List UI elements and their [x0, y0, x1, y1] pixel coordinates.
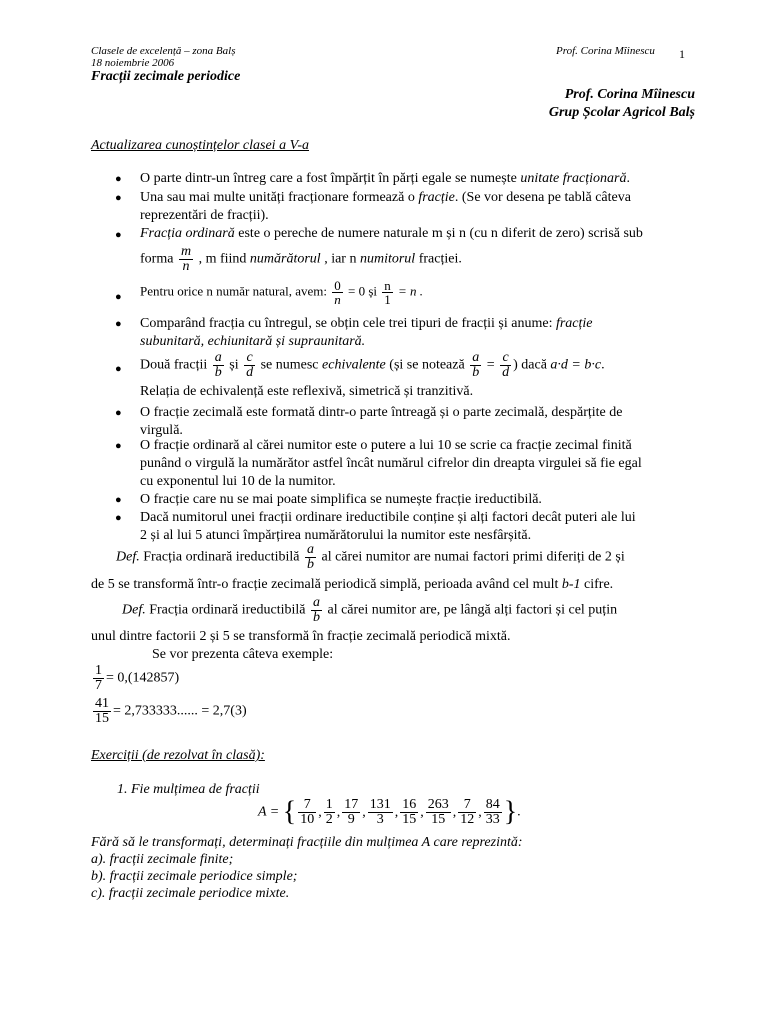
- bullet-icon: ●: [115, 291, 122, 303]
- definition-simple-periodic: Def. Fracția ordinară ireductibilă $\frac{a}{b}$ al cărei numitor are numai factori primi diferiți de 2 și: [116, 542, 625, 572]
- bullet-irreducible: O fracție care nu se mai poate simplifica se numește fracție ireductibilă.: [140, 492, 542, 507]
- fraction-m-over-n: $\frac{m}{n}$: [180, 244, 192, 274]
- bullet-fraction: Una sau mai multe unități fracționare formează o fracție. (Se vor desena pe tablă câteva reprezentări de fracții).: [140, 190, 631, 223]
- set-fraction: [324, 798, 335, 827]
- set-fraction: [342, 798, 360, 827]
- bullet-icon: ●: [115, 512, 122, 524]
- set-separator: ,: [478, 804, 482, 820]
- bullet-icon: ●: [115, 192, 122, 204]
- bullet-icon: ●: [115, 407, 122, 419]
- author-school: Grup Școlar Agricol Balș: [548, 105, 695, 120]
- header-date: 18 noiembrie 2006: [91, 57, 175, 69]
- set-separator: ,: [318, 804, 322, 820]
- bullet-icon: ●: [115, 173, 122, 185]
- header-course: Clasele de excelență – zona Balș: [91, 45, 236, 57]
- bullet-natural-numbers: Pentru orice n număr natural, avem: $\frac{0}{n}$ = 0 și $\frac{n}{1}$ = n .: [140, 278, 424, 307]
- fraction-numerator: 1: [325, 797, 333, 812]
- fraction-numerator: 17: [344, 797, 359, 812]
- set-fraction: [298, 798, 316, 827]
- set-separator: ,: [420, 804, 424, 820]
- exercise-item-a: a). fracții zecimale finite;: [91, 852, 234, 867]
- section-heading: Actualizarea cunoștințelor clasei a V-a: [91, 138, 310, 153]
- fraction-denominator: 10: [300, 812, 315, 827]
- definition-mixed-periodic: Def. Fracția ordinară ireductibilă $\frac{a}{b}$ al cărei numitor are, pe lângă alți factori și cel puțin: [122, 595, 618, 625]
- bullet-icon: ●: [115, 318, 122, 330]
- fraction-numerator: 16: [402, 797, 417, 812]
- fraction-denominator: 33: [485, 812, 500, 827]
- bullet-finite-decimal: O fracție ordinară al cărei numitor este o putere a lui 10 se scrie ca fracție zecimal finită punând o virgulă la numărător astfel încât numărul cifrelor din dreapta virgulei să fie egal cu exponentul lui 10 de la numitor.: [140, 438, 642, 489]
- fraction-denominator: 2: [325, 812, 333, 827]
- equivalence-properties: Relația de echivalență este reflexivă, simetrică și tranzitivă.: [140, 384, 474, 399]
- bullet-icon: ●: [115, 440, 122, 452]
- set-separator: ,: [336, 804, 341, 820]
- definition-mixed-periodic-line2: unul dintre factorii 2 și 5 se transformă în fracție zecimală periodică mixtă.: [91, 629, 511, 644]
- fraction-numerator: 84: [485, 797, 500, 812]
- fraction-denominator: 15: [426, 812, 451, 827]
- exercises-heading: Exerciții (de rezolvat în clasă):: [91, 748, 265, 763]
- bullet-equivalent-fractions: Două fracții $\frac{a}{b}$ și $\frac{c}{d}$ se numesc echivalente (și se notează $\frac{a}{b}$ = $\frac{c}{d}$ ) dacă a·d = b·c.: [140, 350, 605, 380]
- exercise-item-b: b). fracții zecimale periodice simple;: [91, 869, 298, 884]
- document-title: Fracții zecimale periodice: [91, 69, 241, 84]
- bullet-fraction-types: Comparând fracția cu întregul, se obțin cele trei tipuri de fracții și anume: fracție subunitară, echiunitară și supraunitară.: [140, 316, 593, 349]
- author-name: Prof. Corina Mîinescu: [564, 87, 695, 102]
- bullet-ordinary-fraction-line2: forma $\frac{m}{n}$ , m fiind numărătorul , iar n numitorul fracției.: [140, 244, 462, 274]
- fraction-denominator: 12: [460, 812, 475, 827]
- bullet-icon: ●: [115, 494, 122, 506]
- right-brace: }: [503, 796, 518, 828]
- bullet-icon: ●: [115, 363, 122, 375]
- header-author: Prof. Corina Mîinescu: [556, 45, 655, 57]
- set-fraction: [400, 798, 418, 827]
- left-brace: {: [282, 796, 297, 828]
- fraction-numerator: 7: [463, 797, 471, 812]
- fraction-denominator: 9: [342, 812, 360, 827]
- example-41-fifteenths: $\frac{41}{15}$ = 2,733333...... = 2,7(3): [95, 696, 247, 726]
- example-one-seventh: $\frac{1}{7}$ = 0,(142857): [95, 663, 180, 693]
- set-separator: ,: [452, 804, 457, 820]
- set-fraction: [426, 798, 451, 827]
- fraction-denominator: 3: [368, 812, 393, 827]
- definition-simple-periodic-line2: de 5 se transformă într-o fracție zecimală periodică simplă, perioada având cel mult b-1 cifre.: [91, 577, 614, 592]
- set-fraction: [368, 798, 393, 827]
- bullet-icon: ●: [115, 229, 122, 241]
- fraction-numerator: 7: [303, 797, 311, 812]
- fraction-denominator: 15: [402, 812, 417, 827]
- bullet-ordinary-fraction: Fracția ordinară este o pereche de numere naturale m și n (cu n diferit de zero) scrisă sub: [140, 226, 643, 241]
- bullet-infinite-division: Dacă numitorul unei fracții ordinare ireductibile conține și alți factori decât puteri ale lui 2 și al lui 5 atunci împărțirea numărătorului la numitor este nesfârșită.: [140, 510, 636, 543]
- set-separator: ,: [394, 804, 399, 820]
- exercise-1-title: 1. Fie mulțimea de fracții: [117, 782, 260, 797]
- examples-intro: Se vor prezenta câteva exemple:: [152, 647, 334, 662]
- bullet-unit-fraction: O parte dintr-un întreg care a fost împărțit în părți egale se numește unitate fracționară.: [140, 171, 630, 186]
- set-fraction: [484, 798, 502, 827]
- exercise-item-c: c). fracții zecimale periodice mixte.: [91, 886, 290, 901]
- exercise-question: Fără să le transformați, determinați fracțiile din mulțimea A care reprezintă:: [91, 835, 523, 850]
- set-fraction: [458, 798, 476, 827]
- fraction-numerator: 131: [369, 797, 391, 812]
- page-number: 1: [679, 47, 685, 61]
- fraction-numerator: 263: [427, 797, 449, 812]
- set-separator: ,: [362, 804, 366, 820]
- bullet-decimal-fraction: O fracție zecimală este formată dintr-o parte întreagă și o parte zecimală, despărțite de virgulă.: [140, 405, 623, 438]
- fraction-set-A: A = { $\frac{7}{10}$ , $\frac{1}{2}$ , $\frac{17}{9}$ , $\frac{131}{3}$ , $\frac{16}{15}$ , $\frac{263}{15}$ , $\frac{7}{12}$ , $\frac{84}{33}$ }.: [258, 796, 521, 828]
